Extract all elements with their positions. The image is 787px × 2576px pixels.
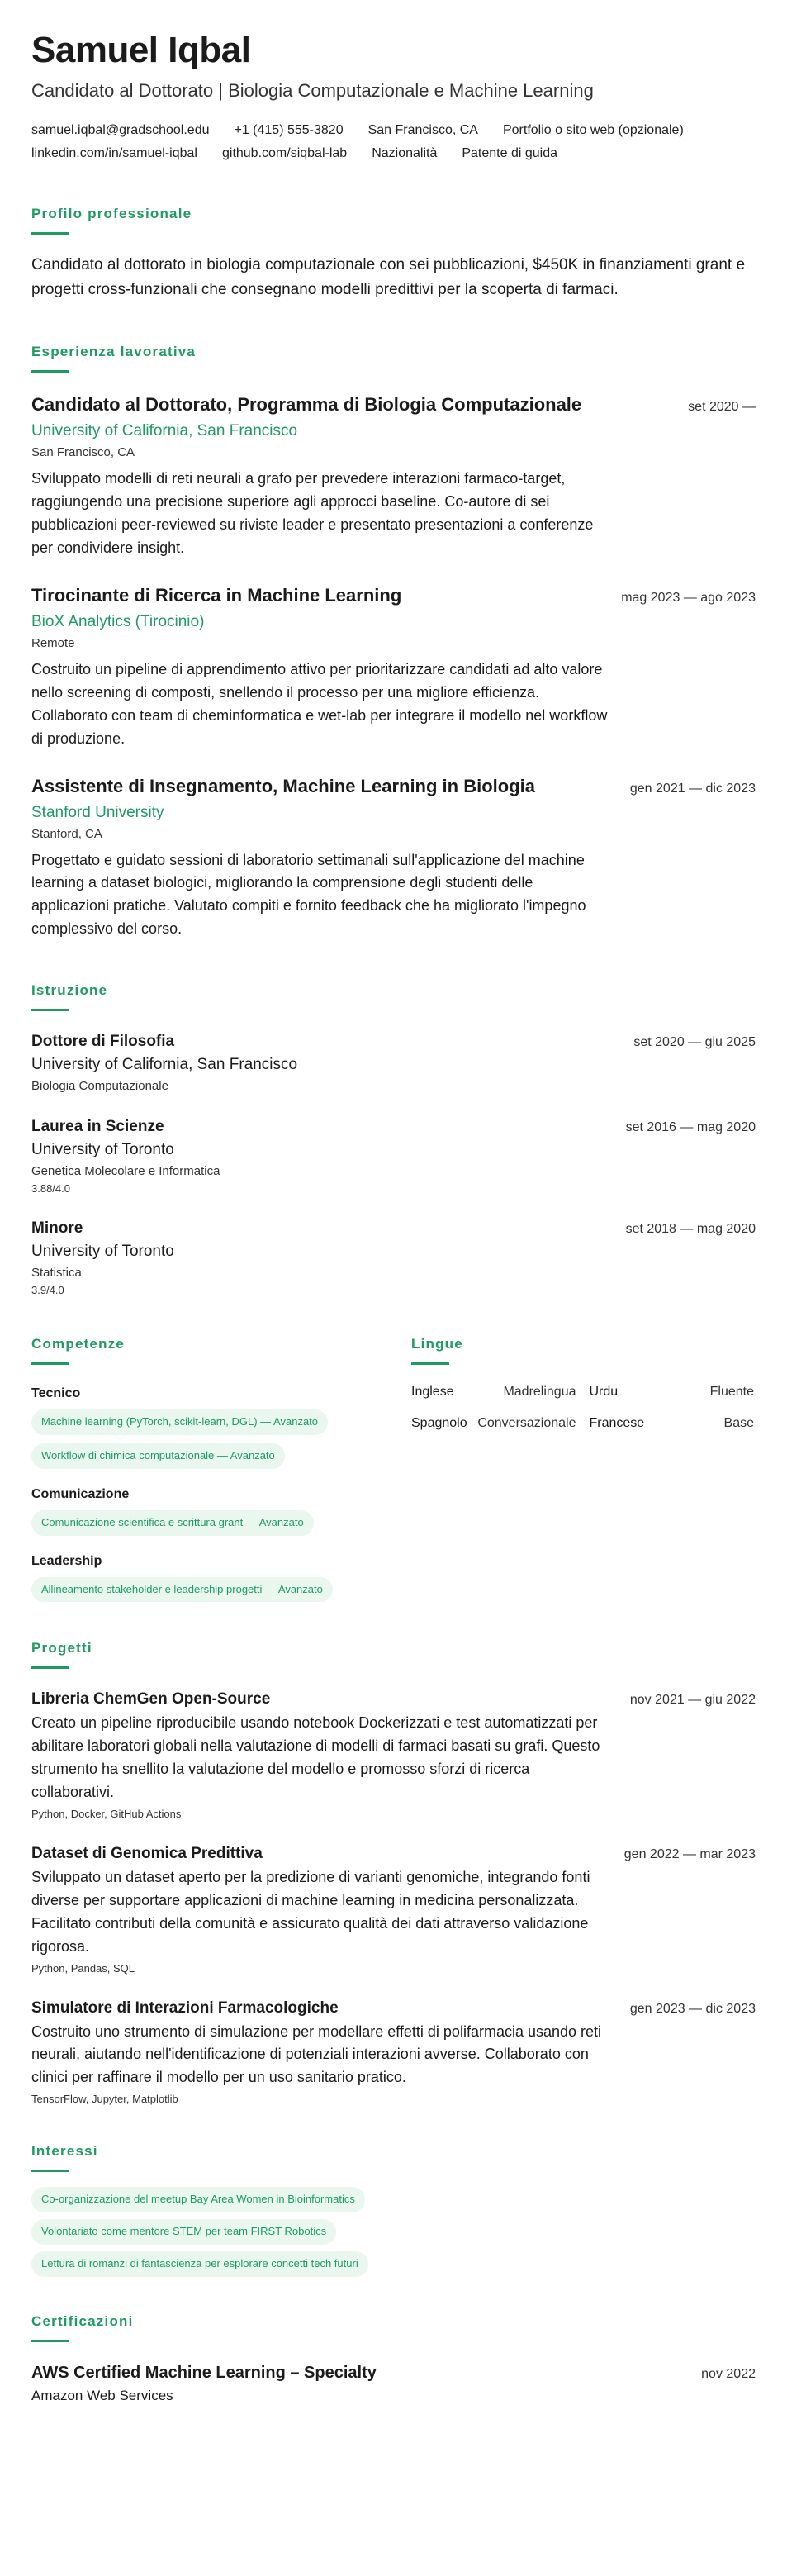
project-date: gen 2022 — mar 2023 bbox=[623, 1847, 756, 1861]
project-title: Simulatore di Interazioni Farmacologiche bbox=[31, 1999, 339, 2017]
degree-title: Dottore di Filosofia bbox=[31, 1033, 175, 1051]
section-divider bbox=[31, 1362, 69, 1365]
education-entry bbox=[31, 1118, 756, 1195]
experience-entry bbox=[31, 776, 756, 942]
project-entry bbox=[31, 1690, 756, 1820]
job-date: mag 2023 — ago 2023 bbox=[621, 590, 756, 605]
section-heading: Progetti bbox=[31, 1640, 92, 1656]
section-heading: Competenze bbox=[31, 1336, 126, 1352]
project-date: nov 2021 — giu 2022 bbox=[629, 1693, 756, 1708]
degree-title: Laurea in Scienze bbox=[31, 1118, 164, 1136]
section-divider bbox=[31, 2340, 69, 2342]
interest-chip: Co-organizzazione del meetup Bay Area Women in Bioinformatics bbox=[31, 2187, 365, 2212]
job-date: set 2020 — bbox=[688, 400, 756, 415]
experience-entry bbox=[31, 585, 756, 751]
language-level: Base bbox=[723, 1416, 754, 1431]
profile-summary: Candidato al dottorato in biologia computazionale con sei pubblicazioni, $450K in finanziamenti grant e progetti cross-funzionali che consegnano modelli predittivi per la scoperta di farmaci. bbox=[31, 255, 746, 298]
interest-chip: Volontariato come mentore STEM per team FIRST Robotics bbox=[31, 2219, 336, 2245]
project-tech: TensorFlow, Jupyter, Matplotlib bbox=[31, 2093, 178, 2106]
skill-chip: Allineamento stakeholder e leadership progetti — Avanzato bbox=[31, 1577, 333, 1603]
section-heading: Istruzione bbox=[31, 982, 108, 999]
section-divider bbox=[31, 1666, 69, 1669]
school-name: University of Toronto bbox=[31, 1243, 174, 1261]
skills-column bbox=[31, 1336, 378, 1602]
skills-languages-section bbox=[31, 1336, 756, 1602]
certification-issuer: Amazon Web Services bbox=[31, 2387, 173, 2403]
project-entry bbox=[31, 1845, 756, 1975]
candidate-title: Candidato al Dottorato | Biologia Computazionale e Machine Learning bbox=[31, 79, 594, 101]
project-description: Sviluppato un dataset aperto per la predizione di varianti genomiche, integrando fonti diverse per supportare applicazioni di machine learning in medicina personalizzata. Facilitato contributi della comunità e assicurato qualità dei dati attraverso validazione rigorosa. bbox=[31, 1869, 590, 1955]
job-title: Assistente di Insegnamento, Machine Learning in Biologia bbox=[31, 775, 535, 796]
job-description: Sviluppato modelli di reti neurali a grafo per prevedere interazioni farmaco-target, raggiungendo una precisione superiore agli approcci baseline. Co-autore di sei pubblicazioni peer-reviewed su riviste leader e presentato presentazioni a conferenze per condividere insight. bbox=[31, 470, 594, 557]
language-name: Spagnolo bbox=[411, 1416, 467, 1431]
field-of-study: Statistica bbox=[31, 1266, 82, 1281]
certification-entry bbox=[31, 2364, 756, 2404]
section-heading: Certificazioni bbox=[31, 2312, 134, 2329]
section-heading: Profilo professionale bbox=[31, 205, 192, 221]
skill-chip: Workflow di chimica computazionale — Avanzato bbox=[31, 1443, 285, 1469]
education-section bbox=[31, 982, 756, 1296]
skill-chip: Machine learning (PyTorch, scikit-learn, DGL) — Avanzato bbox=[31, 1409, 328, 1435]
job-organization: University of California, San Francisco bbox=[31, 422, 298, 440]
project-title: Dataset di Genomica Predittiva bbox=[31, 1845, 263, 1862]
job-description: Costruito un pipeline di apprendimento attivo per prioritarizzare candidati ad alto valore nello screening di composti, snellendo il processo per una migliore efficienza. Collaborato con team di cheminformatica e wet-lab per integrare il modello nel workflow di produzione. bbox=[31, 660, 608, 747]
job-location: San Francisco, CA bbox=[31, 445, 135, 460]
candidate-name: Samuel Iqbal bbox=[31, 30, 251, 70]
section-divider bbox=[31, 1009, 69, 1011]
language-level: Fluente bbox=[709, 1385, 754, 1400]
job-title: Tirocinante di Ricerca in Machine Learning bbox=[31, 584, 402, 606]
certification-date: nov 2022 bbox=[701, 2366, 756, 2381]
language-item bbox=[411, 1416, 576, 1431]
resume-header bbox=[31, 30, 756, 161]
interests-section bbox=[31, 2143, 756, 2277]
skill-category: Tecnico bbox=[31, 1386, 81, 1401]
project-tech: Python, Docker, GitHub Actions bbox=[31, 1808, 182, 1820]
language-name: Urdu bbox=[589, 1385, 619, 1400]
school-name: University of California, San Francisco bbox=[31, 1056, 298, 1074]
contact-list bbox=[31, 123, 756, 161]
language-item bbox=[590, 1416, 755, 1431]
education-entry bbox=[31, 1033, 756, 1093]
experience-entry bbox=[31, 394, 756, 560]
contact-location: San Francisco, CA bbox=[367, 122, 478, 137]
project-entry bbox=[31, 1999, 756, 2106]
project-description: Costruito uno strumento di simulazione per modellare effetti di polifarmacia usando reti neurali, aiutando nell'identificazione di potenziali interazioni avverse. Collaborato con clinici per raffinare il modello per un uso sanitario pratico. bbox=[31, 2022, 602, 2086]
contact-github[interactable]: github.com/siqbal-lab bbox=[221, 145, 348, 160]
gpa: 3.9/4.0 bbox=[31, 1284, 64, 1297]
contact-linkedin[interactable]: linkedin.com/in/samuel-iqbal bbox=[31, 145, 197, 160]
language-item bbox=[590, 1385, 755, 1400]
job-description: Progettato e guidato sessioni di laboratorio settimanali sull'applicazione del machine learning a dataset biologici, migliorando la comprensione degli studenti delle applicazioni pratiche. Valutato compiti e fornito feedback che ha migliorato l'impegno complessivo del corso. bbox=[31, 851, 586, 938]
contact-driving-license: Patente di guida bbox=[462, 145, 557, 160]
interest-chip: Lettura di romanzi di fantascienza per esplorare concetti tech futuri bbox=[31, 2251, 368, 2277]
project-title: Libreria ChemGen Open-Source bbox=[31, 1690, 271, 1709]
contact-portfolio[interactable]: Portfolio o sito web (opzionale) bbox=[502, 122, 684, 137]
language-item bbox=[411, 1385, 576, 1400]
job-title: Candidato al Dottorato, Programma di Biologia Computazionale bbox=[31, 394, 582, 416]
section-divider bbox=[31, 370, 69, 373]
section-divider bbox=[411, 1362, 449, 1365]
education-entry bbox=[31, 1219, 756, 1296]
profile-section bbox=[31, 206, 756, 303]
field-of-study: Genetica Molecolare e Informatica bbox=[31, 1164, 220, 1179]
job-location: Stanford, CA bbox=[31, 826, 102, 841]
skill-category: Comunicazione bbox=[31, 1486, 130, 1501]
contact-phone[interactable]: +1 (415) 555-3820 bbox=[234, 122, 344, 137]
projects-section bbox=[31, 1640, 756, 2105]
experience-section bbox=[31, 344, 756, 941]
language-name: Francese bbox=[589, 1416, 645, 1431]
language-row bbox=[411, 1408, 754, 1439]
job-organization: Stanford University bbox=[31, 803, 164, 821]
field-of-study: Biologia Computazionale bbox=[31, 1079, 168, 1094]
certification-title: AWS Certified Machine Learning – Specialty bbox=[31, 2363, 377, 2382]
contact-email[interactable]: samuel.iqbal@gradschool.edu bbox=[31, 122, 210, 137]
certifications-section bbox=[31, 2313, 756, 2404]
education-date: set 2018 — mag 2020 bbox=[625, 1222, 756, 1237]
interest-list bbox=[31, 2187, 756, 2277]
section-heading: Lingue bbox=[411, 1336, 463, 1352]
job-organization: BioX Analytics (Tirocinio) bbox=[31, 612, 205, 630]
education-date: set 2020 — giu 2025 bbox=[633, 1035, 756, 1050]
gpa: 3.88/4.0 bbox=[31, 1182, 70, 1195]
languages-column bbox=[411, 1336, 754, 1602]
project-date: gen 2023 — dic 2023 bbox=[629, 2001, 756, 2016]
skill-chip: Comunicazione scientifica e scrittura grant — Avanzato bbox=[31, 1510, 314, 1536]
project-tech: Python, Pandas, SQL bbox=[31, 1961, 135, 1975]
education-date: set 2016 — mag 2020 bbox=[625, 1120, 756, 1135]
contact-nationality: Nazionalità bbox=[372, 145, 438, 160]
skill-category: Leadership bbox=[31, 1553, 102, 1568]
job-date: gen 2021 — dic 2023 bbox=[629, 781, 756, 796]
section-divider bbox=[31, 232, 69, 235]
section-heading: Esperienza lavorativa bbox=[31, 344, 197, 360]
job-location: Remote bbox=[31, 635, 75, 650]
project-description: Creato un pipeline riproducibile usando notebook Dockerizzati e test automatizzati per abilitare laboratori globali nella valutazione di modelli di farmaci basati su grafi. Questo strumento ha snellito la valutazione del modello e promosso sforzi di ricerca collaborativi. bbox=[31, 1714, 600, 1801]
language-level: Madrelingua bbox=[503, 1385, 576, 1400]
language-row bbox=[411, 1376, 754, 1408]
degree-title: Minore bbox=[31, 1219, 83, 1238]
section-divider bbox=[31, 2170, 69, 2172]
school-name: University of Toronto bbox=[31, 1141, 174, 1159]
language-name: Inglese bbox=[411, 1385, 454, 1400]
section-heading: Interessi bbox=[31, 2143, 98, 2160]
language-level: Conversazionale bbox=[477, 1416, 576, 1431]
